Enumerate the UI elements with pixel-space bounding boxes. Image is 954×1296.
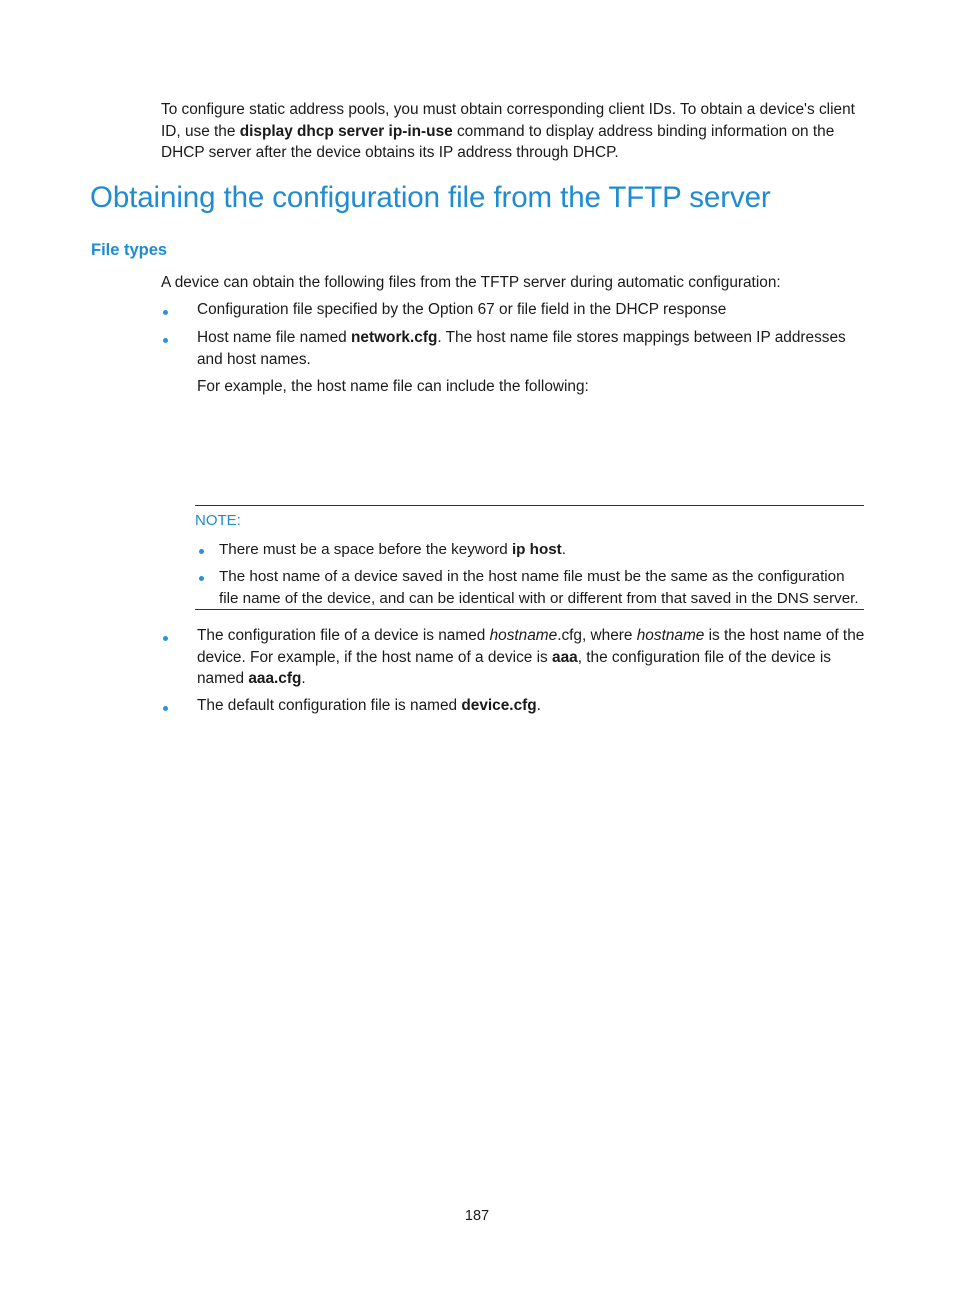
page-number: 187 [464, 1208, 490, 1224]
intro-paragraph: To configure static address pools, you must obtain corresponding client IDs. To obtain a device's client ID, use the display dhcp server ip-in-use command to display address binding information on the DHCP server after the device obtains its IP address through DHCP. [161, 101, 855, 161]
note-item: There must be a space before the keyword ip host. [219, 541, 566, 558]
note-bottom-rule [195, 609, 864, 610]
note-bullet-dot [199, 576, 204, 581]
example-text: For example, the host name file can include the following: [197, 378, 589, 395]
intro-command: display dhcp server ip-in-use [239, 122, 453, 140]
list-item: Configuration file specified by the Option 67 or file field in the DHCP response [197, 301, 727, 318]
bullet-dot [163, 636, 168, 641]
list-item: Host name file named network.cfg. The host name file stores mappings between IP addresses and host names. [197, 329, 846, 368]
list-item: The default configuration file is named device.cfg. [197, 697, 541, 714]
note-label: NOTE: [195, 512, 241, 529]
subsection-heading: File types [91, 241, 168, 259]
bullet-dot [163, 338, 168, 343]
list-item: The configuration file of a device is named hostname.cfg, where hostname is the host name of the device. For example, if the host name of a device is aaa, the configuration file of the device is named aaa.cfg. [197, 627, 865, 687]
note-item: The host name of a device saved in the host name file must be the same as the configuration file name of the device, and can be identical with or different from that saved in the DNS server. [219, 568, 859, 607]
lead-paragraph: A device can obtain the following files from the TFTP server during automatic configuration: [161, 274, 781, 291]
filename: device.cfg [461, 697, 537, 714]
keyword: ip host [511, 541, 562, 558]
bullet-dot [163, 706, 168, 711]
bullet-dot [163, 310, 168, 315]
note-top-rule [195, 505, 864, 506]
section-heading: Obtaining the configuration file from the TFTP server [90, 181, 771, 214]
filename: network.cfg [350, 329, 438, 346]
note-bullet-dot [199, 549, 204, 554]
